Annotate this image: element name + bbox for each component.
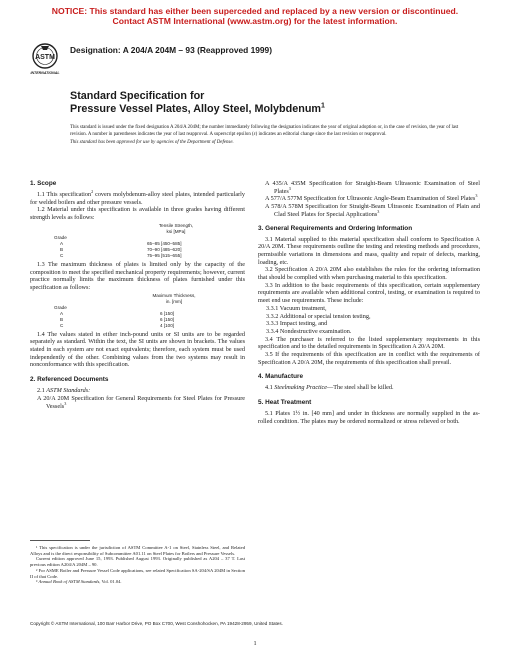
reference-a578[interactable]: A 578/A 578M Specification for Straight-Beam Ultrasonic Examination of Plain and Clad Steel Plates for Special Applications$^3$ — [265, 203, 480, 218]
astm-logo-icon — [30, 42, 60, 82]
list-item: 3.3.1 Vacuum treatment, — [266, 304, 327, 312]
para-1-4: 1.4 The values stated in either inch-pound units or SI units are to be regarded separately as standard. Within the text, the SI units are shown in brackets. The values stated in each system are not exact equivalents; therefore, each system must be used independently of the other. Combining values from the two systems may result in nonconformance with this specification. — [30, 330, 245, 369]
table1-cell: B — [60, 246, 64, 252]
designation: Designation: A 204/A 204M – 93 (Reapproved 1999) — [70, 45, 273, 55]
table2-header-1: Maximum Thickness, — [152, 292, 196, 298]
table2-cell: 4 [100] — [160, 322, 175, 328]
table1-cell: 75–95 [515–655] — [147, 252, 182, 258]
title-footnote-ref[interactable]: 1 — [321, 101, 325, 109]
table1-cell: 70–90 [485–620] — [147, 246, 182, 252]
strength-table — [30, 223, 245, 260]
footnote-divider — [30, 540, 90, 541]
section-5-heading: 5. Heat Treatment — [258, 399, 312, 407]
svg-text:ASTM: ASTM — [35, 54, 55, 61]
table2-cell: C — [60, 322, 64, 328]
list-item: 3.3.4 Nondestructive examination. — [266, 327, 352, 335]
reference-a435[interactable]: A 435/A 435M Specification for Straight-Beam Ultrasonic Examination of Steel Plates$^3$ — [265, 180, 480, 195]
reference-a577[interactable]: A 577/A 577M Specification for Ultrasonic Angle-Beam Examination of Steel Plates$^3$ — [265, 193, 478, 203]
para-1-3: 1.3 The maximum thickness of plates is limited only by the capacity of the composition to meet the specified mechanical property requirements; however, current practice normally limits the maximum thickness of plates furnished under this specification as follows: — [30, 260, 245, 291]
left-column — [30, 180, 245, 410]
para-3-5: 3.5 If the requirements of this specification are in conflict with the requirements of Specification A 20/A 20M, the requirements of this specification shall prevail. — [258, 351, 480, 366]
table2-header-2: in. [mm] — [165, 298, 183, 304]
para-5-1: 5.1 Plates 1½ in. [40 mm] and under in thickness are normally supplied in the as-rolled condition. The plates may be ordered normalized or stress relieved or both. — [258, 410, 480, 425]
copyright-line: Copyright © ASTM International, 100 Barr Harbor Drive, PO Box C700, West Conshohocken, PA 19428-2959, United States. — [30, 621, 283, 626]
approved-note: This standard has been approved for use by agencies of the Department of Defense. — [70, 140, 234, 146]
notice-line-1: NOTICE: This standard has either been superceded and replaced by a new version or discontinued. — [51, 6, 459, 16]
title-line-1: Standard Specification for — [70, 90, 205, 102]
right-column — [258, 180, 480, 426]
table2-cell: 6 [150] — [160, 310, 175, 316]
section-3-heading: 3. General Requirements and Ordering Information — [258, 224, 413, 232]
table1-cell: A — [60, 240, 64, 246]
table2-cell: A — [60, 310, 64, 316]
para-1-2: 1.2 Material under this specification is available in three grades having different strength levels as follows: — [30, 206, 245, 222]
footnote-2: ² For ASME Boiler and Pressure Vessel Code applications, see related Specification SA-204/SA 204M in Section II of that Code. — [30, 567, 245, 579]
document-title — [70, 90, 490, 115]
notice-banner — [0, 6, 510, 26]
title-line-2 — [70, 103, 490, 116]
section-4-heading: 4. Manufacture — [258, 373, 304, 381]
footnote-3: ³ Annual Book of ASTM Standards, Vol. 01.04. — [36, 579, 122, 585]
footnote-1: ¹ This specification is under the jurisdiction of ASTM Committee A-1 on Steel, Stainless Steel, and Related Alloys and is the direct responsibility of Subcommittee A01.11 on Steel Plates for Boilers and Pressure Vessels. — [30, 545, 245, 556]
para-3-4: 3.4 The purchaser is referred to the listed supplementary requirements in this specification and to the detailed requirements in Specification A 20/A 20M. — [258, 335, 480, 351]
astm-standards-label: ASTM Standards: — [46, 387, 91, 395]
footnote-1-edition: Current edition approved June 15, 1993. Published August 1993. Originally published as A204 – 37 T. Last previous edition A204/A 204M – 90. — [30, 556, 245, 568]
para-3-1: 3.1 Material supplied to this material specification shall conform to Specification A 20/A 20M. These requirements outline the testing and retesting methods and procedures, permissible variations in dimensions and mass, quality and repair of defects, marking, loading, etc. — [258, 235, 480, 266]
section-2-heading: 2. Referenced Documents — [30, 376, 109, 384]
list-item: 3.3.2 Additional or special tension testing, — [266, 312, 371, 320]
list-item: 3.3.3 Impact testing, and — [266, 320, 328, 328]
para-1-1: 1.1 This specification$^2$ covers molybdenum-alloy steel plates, intended particularly for welded boilers and other pressure vessels. — [30, 188, 245, 206]
table1-header-2: ksi [MPa] — [166, 228, 186, 234]
table2-grade-header: Grade — [54, 304, 67, 310]
table1-cell: C — [60, 252, 64, 258]
para-3-3: 3.3 In addition to the basic requirements of this specification, certain supplementary requirements are available when additional control, testing, or examination is required to meet end use requirements. These include: — [258, 281, 480, 305]
notice-line-2: Contact ASTM International (www.astm.org) for the latest information. — [112, 16, 398, 26]
issued-note: This standard is issued under the fixed designation A 204/A 204M; the number immediately following the designation indicates the year of original adoption or, in the case of revision, the year of last revision. A number in parentheses indicates the year of last reapproval. A superscript epsilon (ε) indicates an editorial change since the last revision or reapproval. — [70, 125, 459, 137]
thickness-table — [30, 293, 245, 330]
table1-cell: 65–85 [450–585] — [147, 240, 182, 246]
table1-grade-header: Grade — [54, 234, 67, 240]
table2-cell: 6 [150] — [160, 316, 175, 322]
reference-a20[interactable]: A 20/A 20M Specification for General Requirements for Steel Plates for Pressure Vessels$^3$ — [37, 394, 245, 410]
footnote-ref-2[interactable]: 2 — [91, 188, 94, 194]
para-3-2: 3.2 Specification A 20/A 20M also establishes the rules for the ordering information that should be complied with when purchasing material to this specification. — [258, 266, 480, 282]
para-2-1: 2.1 ASTM Standards: — [37, 387, 91, 395]
footnotes — [30, 540, 245, 585]
table1-header-1: Tensile Strength, — [158, 222, 194, 228]
table2-cell: B — [60, 316, 64, 322]
page-number: 1 — [253, 640, 257, 647]
standard-intro — [70, 125, 470, 149]
para-4-1: 4.1 Steelmaking Practice—The steel shall be killed. — [265, 384, 394, 392]
section-1-heading: 1. Scope — [30, 180, 57, 187]
logo-text: INTERNATIONAL — [30, 71, 60, 75]
title-text: Pressure Vessel Plates, Alloy Steel, Molybdenum — [70, 102, 322, 115]
